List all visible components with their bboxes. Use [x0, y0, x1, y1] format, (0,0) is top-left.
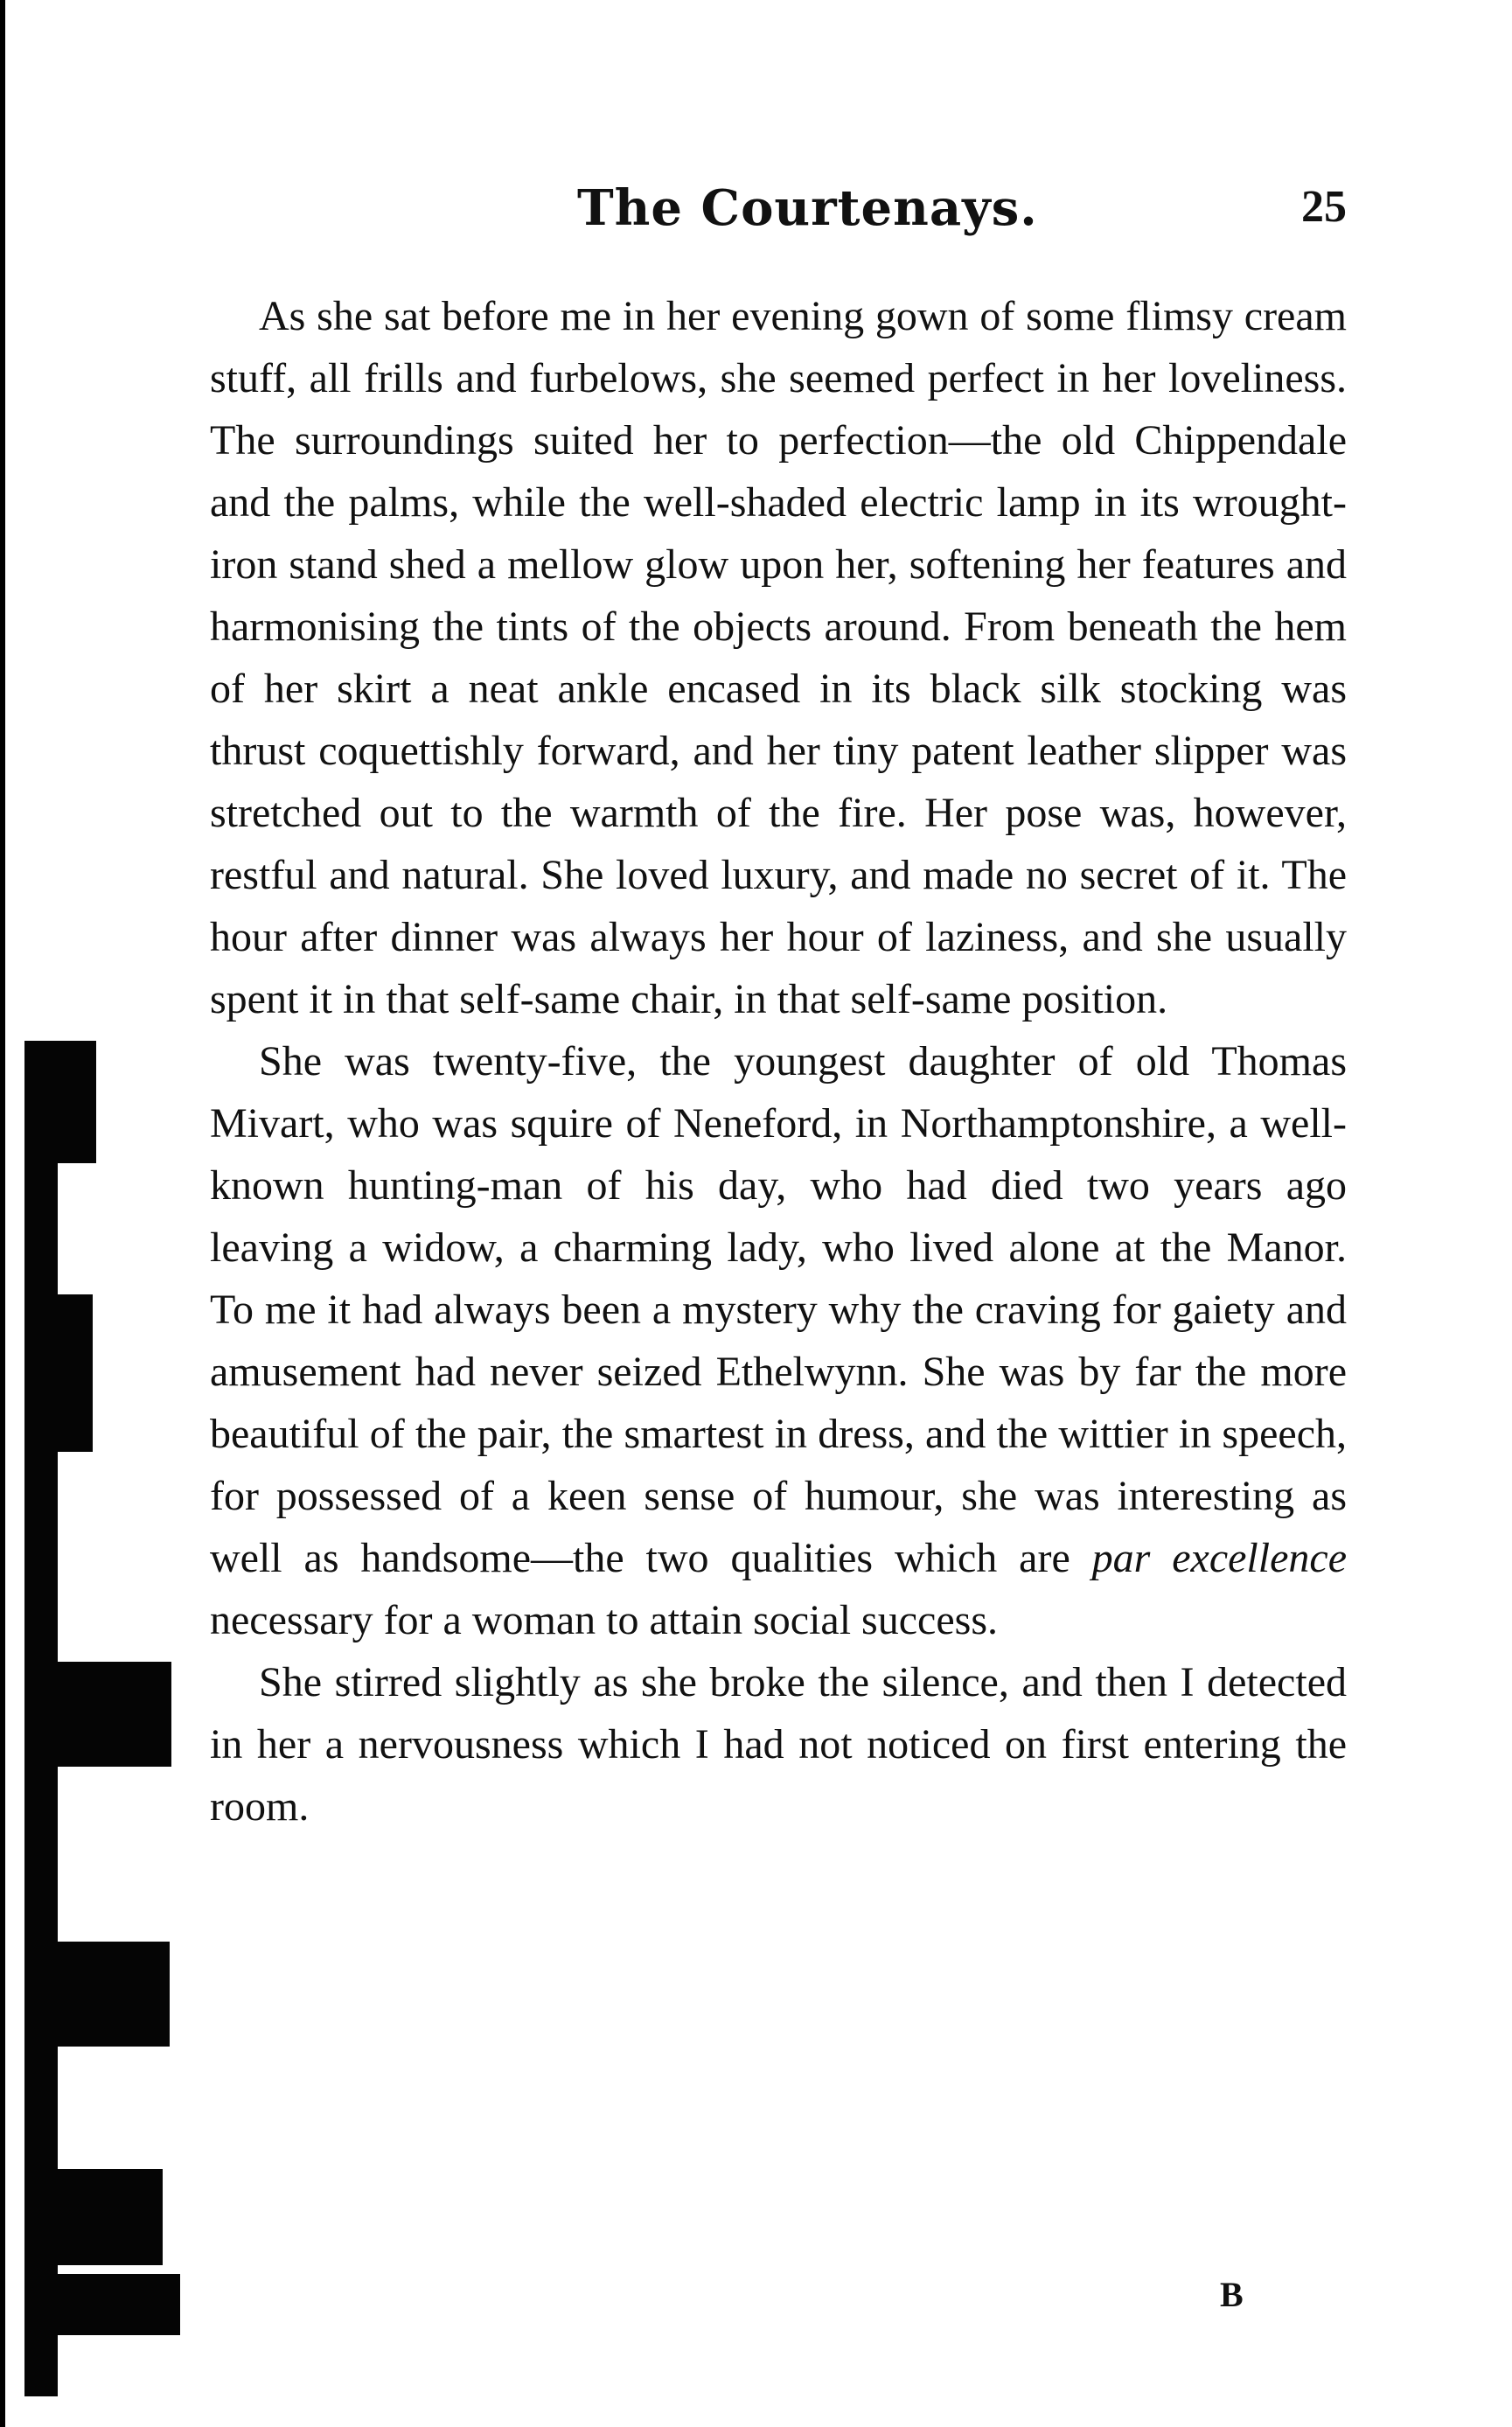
binding-shadow: [58, 1662, 171, 1767]
binding-shadow: [58, 2274, 180, 2335]
page-header: [210, 179, 1347, 258]
page-number: 25: [1301, 182, 1347, 232]
paragraph-text: She was twenty-five, the youngest daughter of old Thomas Mivart, who was squire of Neneford, in Northamptonshire, a well-known hunting-man of his day, who had died two years ago leaving a widow, a charming lady, who lived alone at the Manor. To me it had always been a mystery why the craving for gaiety and amusement had never seized Ethelwynn. She was by far the more beautiful of the pair, the smartest in dress, and the wittier in speech, for possessed of a keen sense of humour, she was interesting as well as handsome—the two qualities which are: [210, 1038, 1347, 1581]
signature-mark: B: [1220, 2275, 1244, 2314]
running-head: The Courtenays.: [577, 179, 1038, 237]
binding-shadow: [58, 1942, 170, 2047]
binding-shadow: [24, 1041, 58, 2396]
italic-phrase: par excellence: [1091, 1535, 1348, 1581]
binding-shadow: [58, 1294, 93, 1452]
binding-shadow: [58, 1041, 96, 1163]
binding-shadow: [58, 2169, 163, 2265]
scan-edge: [0, 0, 5, 2427]
paragraph-text: necessary for a woman to attain social success.: [210, 1597, 999, 1643]
paragraph: [210, 1030, 1347, 1651]
paragraph: She stirred slightly as she broke the silence, and then I detected in her a nervousness which I had not noticed on first entering the room.: [210, 1659, 1347, 1830]
body-text: [210, 285, 1347, 1838]
paragraph: As she sat before me in her evening gown of some flimsy cream stuff, all frills and furbelows, she seemed perfect in her loveliness. The surroundings suited her to perfection—the old Chippendale and the palms, while the well-shaded electric lamp in its wrought-iron stand shed a mellow glow upon her, softening her features and harmonising the tints of the objects around. From beneath the hem of her skirt a neat ankle encased in its black silk stocking was thrust coquettishly forward, and her tiny patent leather slipper was stretched out to the warmth of the fire. Her pose was, however, restful and natural. She loved luxury, and made no secret of it. The hour after dinner was always her hour of laziness, and she usually spent it in that self-same chair, in that self-same position.: [210, 293, 1347, 1022]
